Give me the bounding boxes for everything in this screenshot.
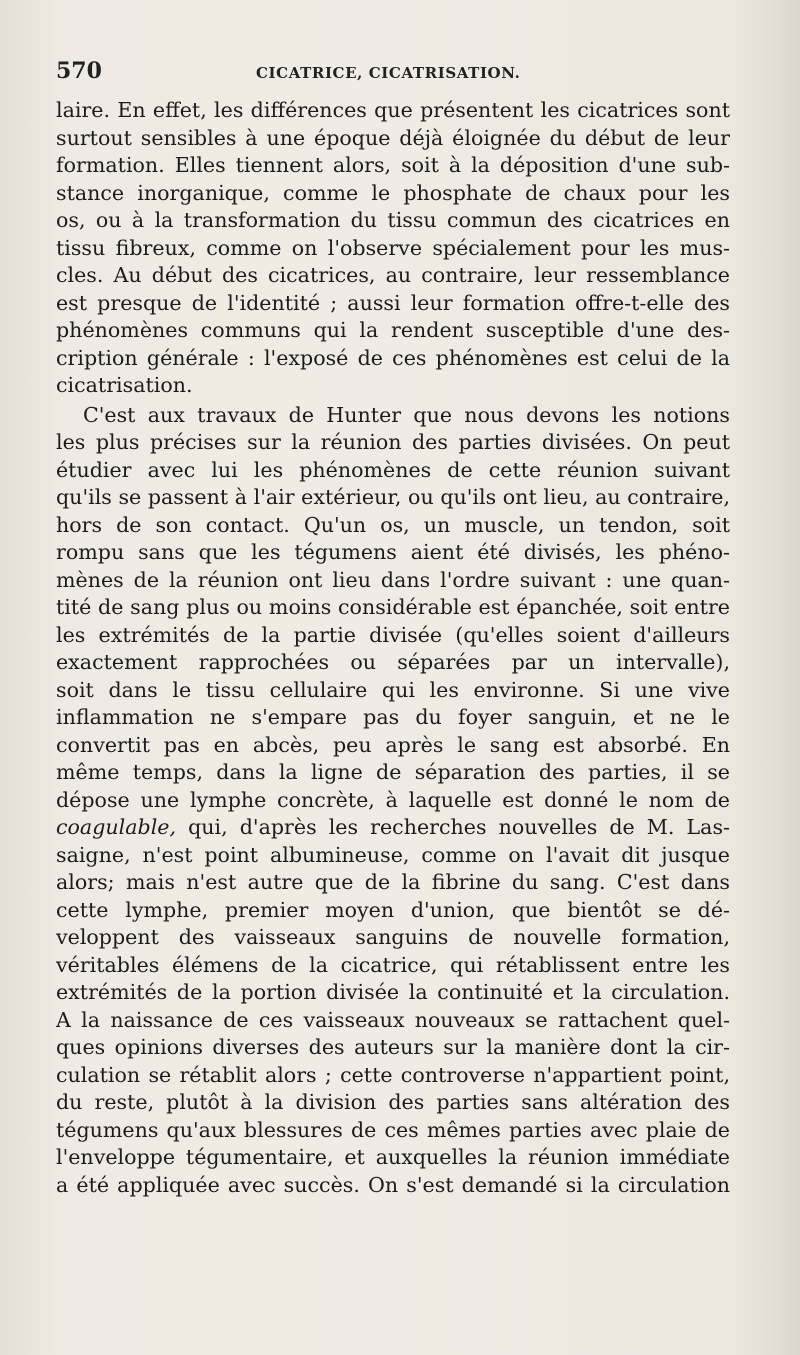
body-text <box>56 97 730 1199</box>
text-line: A la naissance de ces vaisseaux nouveaux se rattachent quel- <box>56 1007 730 1032</box>
text-line: ques opinions diverses des auteurs sur la manière dont la cir- <box>56 1035 730 1059</box>
text-line: même temps, dans la ligne de séparation des parties, il se <box>56 760 730 784</box>
italic-term: coagulable, <box>56 815 177 839</box>
text-line: culation se rétablit alors ; cette controverse n'appartient point, <box>56 1062 730 1087</box>
text-line: extrémités de la portion divisée la continuité et la circulation. <box>56 980 730 1004</box>
text-line: laire. En effet, les différences que présentent les cicatrices sont <box>56 98 730 122</box>
text-line: inflammation ne s'empare pas du foyer sanguin, et ne le <box>56 705 730 729</box>
text-line: os, ou à la transformation du tissu commun des cicatrices en <box>56 208 730 232</box>
text-line: tégumens qu'aux blessures de ces mêmes parties avec plaie de <box>56 1117 730 1142</box>
text-line: les extrémités de la partie divisée (qu'elles soient d'ailleurs <box>56 622 730 647</box>
text-line: soit dans le tissu cellulaire qui les environne. Si une vive <box>56 677 730 702</box>
text-line: formation. Elles tiennent alors, soit à la déposition d'une sub- <box>56 153 730 177</box>
text-line: C'est aux travaux de Hunter que nous devons les notions <box>83 402 730 427</box>
text-line: qu'ils se passent à l'air extérieur, ou qu'ils ont lieu, au contraire, <box>56 485 730 509</box>
text-line: hors de son contact. Qu'un os, un muscle, un tendon, soit <box>56 512 730 537</box>
text-line: cription générale : l'exposé de ces phénomènes est celui de la <box>56 345 730 370</box>
text-line: a été appliquée avec succès. On s'est demandé si la circulation <box>56 1172 730 1197</box>
text-line: les plus précises sur la réunion des parties divisées. On peut <box>56 430 730 454</box>
text-span: qui, d'après les recherches nouvelles de M. Las- <box>176 815 730 839</box>
running-title: CICATRICE, CICATRISATION. <box>256 64 521 82</box>
text-line: alors; mais n'est autre que de la fibrine du sang. C'est dans <box>56 870 730 894</box>
text-line: du reste, plutôt à la division des parties sans altération des <box>56 1090 730 1114</box>
text-line: mènes de la réunion ont lieu dans l'ordre suivant : une quan- <box>56 567 730 592</box>
text-line: stance inorganique, comme le phosphate de chaux pour les <box>56 180 730 205</box>
text-line: cles. Au début des cicatrices, au contraire, leur ressemblance <box>56 263 730 287</box>
text-line: cette lymphe, premier moyen d'union, que bientôt se dé- <box>56 897 730 922</box>
text-line: tité de sang plus ou moins considérable est épanchée, soit entre <box>56 595 730 619</box>
text-line: surtout sensibles à une époque déjà éloignée du début de leur <box>56 125 730 150</box>
text-line: exactement rapprochées ou séparées par un intervalle), <box>56 650 730 674</box>
text-line: véritables élémens de la cicatrice, qui rétablissent entre les <box>56 952 730 977</box>
text-line: rompu sans que les tégumens aient été divisés, les phéno- <box>56 540 730 564</box>
text-line: est presque de l'identité ; aussi leur formation offre-t-elle des <box>56 290 730 315</box>
text-line: veloppent des vaisseaux sanguins de nouvelle formation, <box>56 925 730 949</box>
text-line: dépose une lymphe concrète, à laquelle est donné le nom de <box>56 787 730 812</box>
text-line: tissu fibreux, comme on l'observe spécialement pour les mus- <box>56 235 730 260</box>
text-line: convertit pas en abcès, peu après le sang est absorbé. En <box>56 732 730 757</box>
page-number: 570 <box>56 58 102 84</box>
text-line: cicatrisation. <box>56 373 193 397</box>
text-line: l'enveloppe tégumentaire, et auxquelles la réunion immédiate <box>56 1145 730 1169</box>
text-line: phénomènes communs qui la rendent susceptible d'une des- <box>56 318 730 342</box>
text-line: saigne, n'est point albumineuse, comme on l'avait dit jusque <box>56 842 730 867</box>
text-line: étudier avec lui les phénomènes de cette réunion suivant <box>56 457 730 482</box>
text-line-with-italic <box>56 814 730 842</box>
running-head <box>56 58 730 88</box>
